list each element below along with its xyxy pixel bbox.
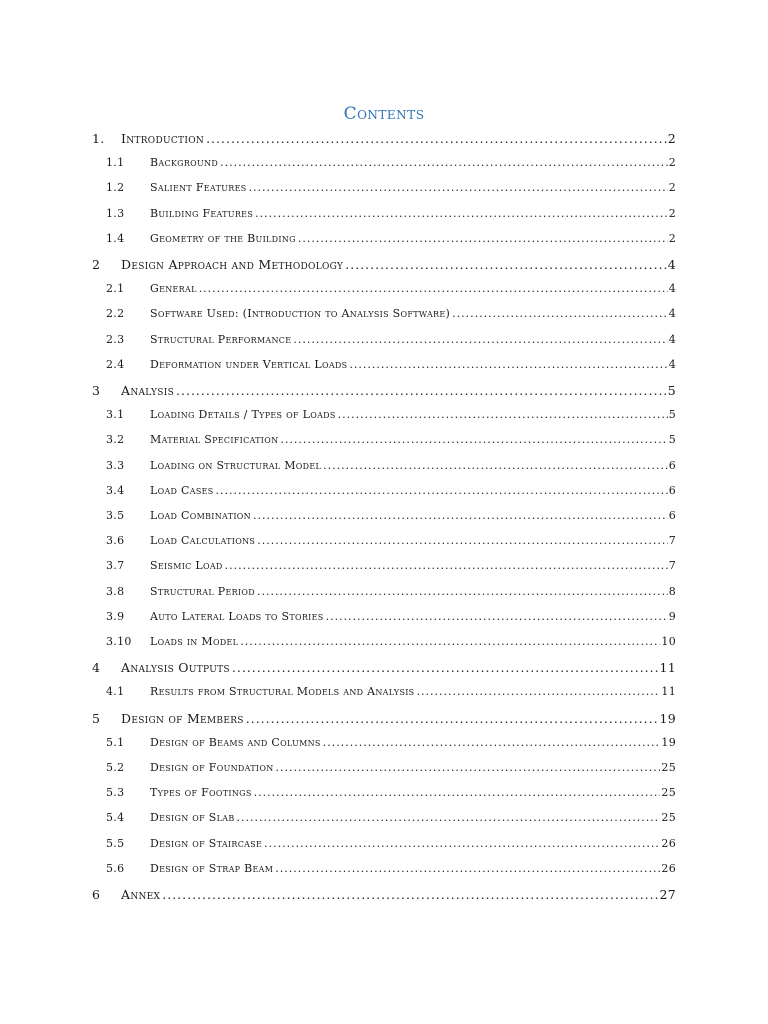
entry-page-number: 4 xyxy=(668,357,676,371)
entry-number: 3.8 xyxy=(106,584,125,598)
entry-label: Analysis Outputs xyxy=(121,660,230,676)
dot-leader xyxy=(199,282,668,295)
dot-leader xyxy=(257,534,667,547)
toc-subsection-entry[interactable] xyxy=(106,635,676,648)
toc-subsection-entry[interactable] xyxy=(106,736,676,749)
toc-subsection-entry[interactable] xyxy=(106,433,676,446)
entry-number: 5.2 xyxy=(106,761,125,774)
entry-page-number: 19 xyxy=(659,710,676,726)
entry-number: 3.5 xyxy=(106,509,125,522)
entry-label: Results from Structural Models and Analysis xyxy=(150,685,415,699)
dot-leader xyxy=(254,786,661,799)
entry-page-number: 11 xyxy=(659,660,676,676)
entry-page-number: 6 xyxy=(668,509,676,522)
dot-leader xyxy=(293,333,667,346)
entry-number: 5 xyxy=(92,710,101,726)
dot-leader xyxy=(249,181,668,194)
entry-page-number: 2 xyxy=(667,131,676,146)
entry-page-number: 2 xyxy=(668,156,676,170)
entry-label: Geometry of the Building xyxy=(150,231,296,245)
dot-leader xyxy=(323,459,668,472)
entry-page-number: 6 xyxy=(668,458,676,472)
entry-page-number: 8 xyxy=(668,584,676,598)
entry-label: Load Cases xyxy=(150,483,214,497)
dot-leader xyxy=(345,257,666,272)
entry-number: 1.1 xyxy=(106,156,125,170)
toc-section-entry[interactable] xyxy=(92,257,676,272)
dot-leader xyxy=(257,585,668,598)
toc-section-entry[interactable] xyxy=(92,711,676,726)
entry-page-number: 7 xyxy=(668,534,676,548)
entry-number: 2.4 xyxy=(106,357,125,371)
dot-leader xyxy=(216,484,668,497)
toc-section-entry[interactable] xyxy=(92,131,676,146)
entry-page-number: 6 xyxy=(668,483,676,497)
entry-page-number: 5 xyxy=(667,383,676,398)
entry-page-number: 5 xyxy=(668,433,676,447)
dot-leader xyxy=(416,685,660,698)
dot-leader xyxy=(452,307,668,320)
toc-subsection-entry[interactable] xyxy=(106,484,676,497)
toc-subsection-entry[interactable] xyxy=(106,282,676,295)
entry-label: General xyxy=(150,282,197,296)
toc-subsection-entry[interactable] xyxy=(106,559,676,572)
dot-leader xyxy=(275,862,660,875)
entry-number: 2 xyxy=(92,257,101,272)
entry-label: Design Approach and Methodology xyxy=(121,257,344,272)
entry-number: 3.1 xyxy=(106,408,125,422)
entry-page-number: 19 xyxy=(661,735,676,749)
entry-label: Auto Lateral Loads to Stories xyxy=(150,609,324,623)
entry-label: Load Calculations xyxy=(150,534,256,548)
dot-leader xyxy=(240,635,660,648)
entry-number: 3.7 xyxy=(106,559,125,573)
toc-section-entry[interactable] xyxy=(92,383,676,398)
dot-leader xyxy=(206,131,667,146)
toc-subsection-entry[interactable] xyxy=(106,685,676,698)
entry-page-number: 9 xyxy=(668,609,676,623)
toc-subsection-entry[interactable] xyxy=(106,232,676,245)
dot-leader xyxy=(162,887,658,902)
entry-page-number: 2 xyxy=(668,206,676,220)
entry-label: Design of Strap Beam xyxy=(150,861,274,875)
entry-number: 3.2 xyxy=(106,433,125,447)
toc-subsection-entry[interactable] xyxy=(106,837,676,850)
entry-page-number: 2 xyxy=(668,181,676,195)
entry-label: Load Combination xyxy=(150,509,251,522)
entry-label: Structural Period xyxy=(150,584,255,598)
entry-page-number: 5 xyxy=(668,408,676,422)
entry-page-number: 7 xyxy=(668,559,676,573)
entry-page-number: 26 xyxy=(661,836,676,850)
dot-leader xyxy=(253,509,668,522)
toc-subsection-entry[interactable] xyxy=(106,786,676,799)
toc-subsection-entry[interactable] xyxy=(106,181,676,194)
entry-label: Loads in Model xyxy=(150,635,239,648)
entry-label: Material Specification xyxy=(150,433,279,447)
entry-label: Types of Footings xyxy=(150,786,252,800)
entry-label: Loading on Structural Model xyxy=(150,458,322,472)
entry-label: Design of Beams and Columns xyxy=(150,735,321,749)
entry-number: 4 xyxy=(92,660,101,676)
entry-number: 1.4 xyxy=(106,231,125,245)
entry-page-number: 25 xyxy=(661,761,676,774)
entry-page-number: 25 xyxy=(661,786,676,800)
entry-label: Structural Performance xyxy=(150,332,292,346)
entry-number: 5.6 xyxy=(106,861,125,875)
entry-number: 5.4 xyxy=(106,811,125,825)
toc-subsection-entry[interactable] xyxy=(106,156,676,169)
toc-subsection-entry[interactable] xyxy=(106,509,676,522)
dot-leader xyxy=(255,207,668,220)
entry-number: 4.1 xyxy=(106,685,125,699)
dot-leader xyxy=(246,711,659,726)
dot-leader xyxy=(237,811,661,824)
entry-number: 3.4 xyxy=(106,483,125,497)
entry-page-number: 4 xyxy=(667,257,676,272)
entry-label: Software Used: (Introduction to Analysis Software) xyxy=(150,307,451,321)
entry-page-number: 10 xyxy=(661,635,676,648)
entry-label: Seismic Load xyxy=(150,559,223,573)
entry-label: Design of Staircase xyxy=(150,836,263,850)
dot-leader xyxy=(232,660,659,675)
toc-subsection-entry[interactable] xyxy=(106,459,676,472)
entry-page-number: 27 xyxy=(659,887,676,902)
entry-number: 5.5 xyxy=(106,836,125,850)
toc-subsection-entry[interactable] xyxy=(106,610,676,623)
dot-leader xyxy=(326,610,668,623)
toc-section-entry[interactable] xyxy=(92,887,676,902)
dot-leader xyxy=(220,156,668,169)
toc-subsection-entry[interactable] xyxy=(106,358,676,371)
entry-page-number: 4 xyxy=(668,307,676,321)
dot-leader xyxy=(176,383,667,398)
dot-leader xyxy=(349,358,667,371)
entry-label: Design of Members xyxy=(121,710,244,726)
entry-page-number: 11 xyxy=(661,685,676,699)
dot-leader xyxy=(276,761,661,774)
entry-label: Background xyxy=(150,156,219,170)
dot-leader xyxy=(338,408,668,421)
entry-number: 1.3 xyxy=(106,206,125,220)
entry-number: 3 xyxy=(92,383,101,398)
entry-number: 3.9 xyxy=(106,609,125,623)
toc-subsection-entry[interactable] xyxy=(106,811,676,824)
entry-page-number: 4 xyxy=(668,332,676,346)
entry-number: 6 xyxy=(92,887,101,902)
toc-subsection-entry[interactable] xyxy=(106,307,676,320)
dot-leader xyxy=(298,232,668,245)
entry-number: 5.1 xyxy=(106,735,125,749)
entry-label: Design of Foundation xyxy=(150,761,274,774)
entry-label: Building Features xyxy=(150,206,254,220)
entry-number: 2.3 xyxy=(106,332,125,346)
entry-number: 3.6 xyxy=(106,534,125,548)
entry-label: Introduction xyxy=(121,131,205,146)
page-title: Contents xyxy=(343,104,425,124)
dot-leader xyxy=(225,559,668,572)
entry-number: 2.1 xyxy=(106,282,125,296)
entry-number: 1. xyxy=(92,131,105,146)
toc-subsection-entry[interactable] xyxy=(106,585,676,598)
toc-subsection-entry[interactable] xyxy=(106,408,676,421)
toc-subsection-entry[interactable] xyxy=(106,534,676,547)
entry-number: 5.3 xyxy=(106,786,125,800)
entry-number: 1.2 xyxy=(106,181,125,195)
entry-label: Salient Features xyxy=(150,181,247,195)
toc-subsection-entry[interactable] xyxy=(106,862,676,875)
entry-number: 3.10 xyxy=(106,635,132,648)
toc-section-entry[interactable] xyxy=(92,660,676,675)
toc-subsection-entry[interactable] xyxy=(106,207,676,220)
entry-page-number: 26 xyxy=(661,861,676,875)
entry-number: 3.3 xyxy=(106,458,125,472)
entry-label: Loading Details / Types of Loads xyxy=(150,408,336,422)
entry-label: Deformation under Vertical Loads xyxy=(150,357,348,371)
entry-page-number: 25 xyxy=(661,811,676,825)
dot-leader xyxy=(280,433,667,446)
dot-leader xyxy=(264,837,660,850)
entry-number: 2.2 xyxy=(106,307,125,321)
dot-leader xyxy=(323,736,661,749)
entry-page-number: 4 xyxy=(668,282,676,296)
toc-subsection-entry[interactable] xyxy=(106,761,676,774)
toc-subsection-entry[interactable] xyxy=(106,333,676,346)
entry-label: Design of Slab xyxy=(150,811,235,825)
entry-page-number: 2 xyxy=(668,231,676,245)
entry-label: Annex xyxy=(121,887,161,902)
entry-label: Analysis xyxy=(121,383,175,398)
